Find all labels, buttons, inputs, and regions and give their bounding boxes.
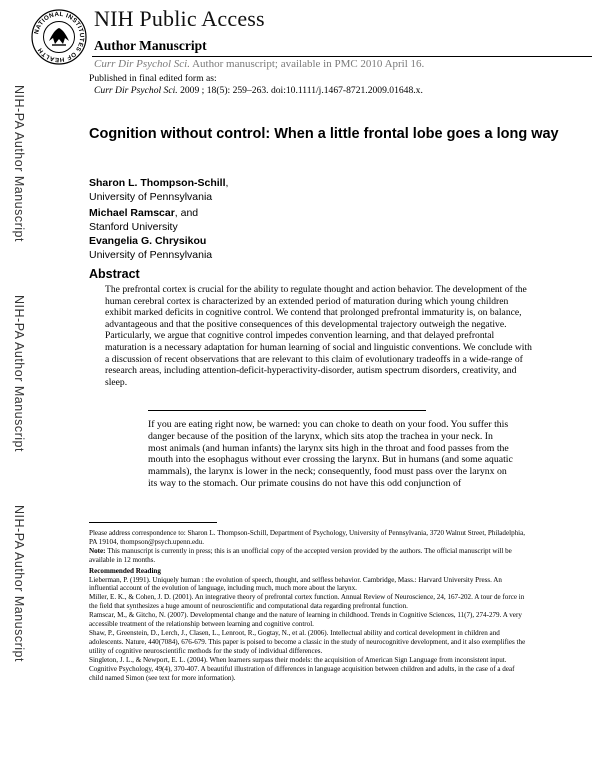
article-title: Cognition without control: When a little frontal lobe goes a long way xyxy=(89,126,559,142)
author-name: Sharon L. Thompson-Schill xyxy=(89,177,226,189)
footnote-rule xyxy=(89,522,217,523)
side-label-3: NIH-PA Author Manuscript xyxy=(12,505,26,662)
header-rule xyxy=(92,56,592,57)
author-affiliation: University of Pennsylvania xyxy=(89,191,213,203)
reading-item: Ramscar, M., & Gitcho, N. (2007). Developmental change and the nature of learning in childhood. Trends in Cognitive Sciences, 11(7), 274-279. A very accessible treatment of the relationship between learning and cognitive control. xyxy=(89,611,522,629)
citation-journal: Curr Dir Psychol Sci. xyxy=(94,85,178,96)
author-name: Michael Ramscar xyxy=(89,207,175,219)
manuscript-note xyxy=(89,547,527,565)
reading-item: Lieberman, P. (1991). Uniquely human : the evolution of speech, thought, and selfless behavior. Cambridge, Mass.: Harvard University Press. An influential account of the evolution of language, including much, much more about the larynx. xyxy=(89,575,502,593)
eagle-icon xyxy=(49,28,69,45)
published-label: Published in final edited form as: xyxy=(89,73,217,84)
author-affiliation: Stanford University xyxy=(89,221,178,233)
body-paragraph: If you are eating right now, be warned: you can choke to death on your food. You suffer this danger because of the position of the larynx, which sits atop the trachea in your neck. In most animals (and human infants) the larynx sits high in the throat and food passes from the mouth into the esophagus without ever crossing the larynx. But in humans (and some aquatic mammals), the larynx is lower in the neck; consequently, food must pass over the larynx on its way to the stomach. Our primate cousins do not have this odd conjunction of xyxy=(148,419,513,489)
header-journal-line xyxy=(94,58,424,70)
citation-details: 2009 ; 18(5): 259–263. doi:10.1111/j.1467-8721.2009.01648.x. xyxy=(177,85,423,96)
author-block-3-content xyxy=(89,233,212,261)
author-suffix: , xyxy=(225,177,229,189)
side-label-2: NIH-PA Author Manuscript xyxy=(12,295,26,452)
nih-logo xyxy=(30,8,88,66)
header-journal-availability: Author manuscript; available in PMC 2010 April 16. xyxy=(189,58,425,70)
author-block-1 xyxy=(89,173,228,203)
citation-line xyxy=(94,85,423,96)
author-suffix: , and xyxy=(174,207,199,219)
header-subtitle: Author Manuscript xyxy=(94,38,207,53)
author-affiliation: University of Pennsylvania xyxy=(89,249,213,261)
header-title: NIH Public Access xyxy=(94,6,265,31)
note-label: Note: xyxy=(89,546,106,555)
abstract-text: The prefrontal cortex is crucial for the ability to regulate thought and action behavior. The development of the human cerebral cortex is characterized by an extended period of maturation during which young children exhibit marked deficits in cognitive control. We contend that prolonged prefrontal immaturity is, on balance, advantageous and that the positive consequences of this developmental trajectory outweigh the negative. Particularly, we argue that cognitive control impedes convention learning, and that delayed prefrontal maturation is a necessary adaptation for human learning of social and linguistic conventions. We conclude with a discussion of recent observations that are relevant to this claim of evolutionary tradeoffs in a wide-range of research areas, including attention-deficit-hyperactivity-disorder, autism spectrum disorders, creativity, and sleep. xyxy=(105,284,532,388)
abstract-heading: Abstract xyxy=(89,267,140,281)
correspondence-note: Please address correspondence to: Sharon L. Thompson-Schill, Department of Psychology, University of Pennsylvania, 3720 Walnut Street, Philadelphia, PA 19104, thompson@psych.upenn.edu. xyxy=(89,529,526,546)
side-label-1: NIH-PA Author Manuscript xyxy=(12,85,26,242)
section-divider xyxy=(148,410,426,411)
author-block-2 xyxy=(89,203,198,233)
logo-ring-text: NATIONAL INSTITUTES OF HEALTH xyxy=(33,10,86,64)
footnotes xyxy=(89,529,527,682)
recommended-reading-heading: Recommended Reading xyxy=(89,566,161,575)
reading-item: Singleton, J. L., & Newport, E. L. (2004). When learners surpass their models: the acquisition of American Sign Language from inconsistent input. Cognitive Psychology, 49(4), 370-407. A beautiful illustration of differences in language acquisition between children and adults, in the case of a deaf child named Simon (see text for more information). xyxy=(89,655,515,682)
reading-item: Miller, E. K., & Cohen, J. D. (2001). An integrative theory of prefrontal cortex function. Annual Review of Neuroscience, 24, 167-202. A tour de force in the field that synthesizes a huge amount of neuroscientific and computational data regarding prefrontal function. xyxy=(89,593,525,611)
header-journal-name: Curr Dir Psychol Sci. xyxy=(94,58,190,70)
reading-item: Shaw, P., Greenstein, D., Lerch, J., Clasen, L., Lenroot, R., Gogtay, N., et al. (2006). Intellectual ability and cortical development in children and adolescents. Nature, 440(7084), 676-679. This paper is poised to become a classic in the study of neurocognitive development, and it also exemplifies the utility of cognitive neuroscientific methods for the study of individual differences. xyxy=(89,628,526,655)
note-text: This manuscript is currently in press; this is an unofficial copy of the accepted version provided by the authors. The official manuscript will be available in 12 months. xyxy=(89,546,512,564)
author-name: Evangelia G. Chrysikou xyxy=(89,235,207,247)
